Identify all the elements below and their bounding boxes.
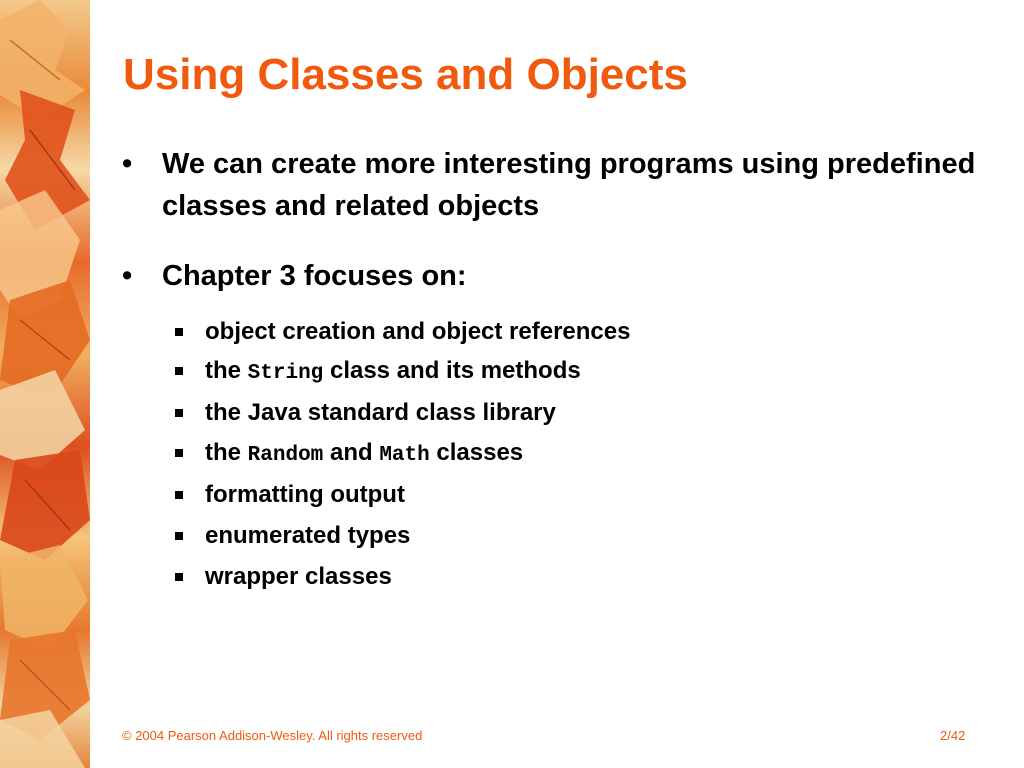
square-bullet-icon <box>175 532 183 540</box>
subbullet-text <box>205 357 581 384</box>
subbullet-item <box>175 356 975 389</box>
subbullet-text: formatting output <box>205 481 405 508</box>
subbullet-text-prefix: the <box>205 439 248 466</box>
slide-title: Using Classes and Objects <box>123 50 688 99</box>
code-random: Random <box>247 444 324 467</box>
bullet-text: Chapter 3 focuses on: <box>162 260 467 292</box>
subbullet-text: wrapper classes <box>205 563 392 590</box>
subbullet-text-suffix: classes <box>429 439 524 466</box>
subbullet-item <box>175 317 975 347</box>
square-bullet-icon <box>175 367 183 375</box>
subbullet-item <box>175 480 975 510</box>
subbullet-text-suffix: class and its methods <box>323 357 581 384</box>
subbullet-text: the Java standard class library <box>205 399 556 426</box>
subbullet-text-prefix: the <box>205 357 248 384</box>
subbullet-item <box>175 398 975 428</box>
footer-copyright: © 2004 Pearson Addison-Wesley. All rights reserved <box>122 728 423 743</box>
square-bullet-icon <box>175 328 183 336</box>
square-bullet-icon <box>175 491 183 499</box>
bullet-item <box>122 255 982 297</box>
bullet-dot-icon: • <box>122 260 133 292</box>
square-bullet-icon <box>175 409 183 417</box>
subbullet-text-middle: and <box>323 439 380 466</box>
subbullet-text: enumerated types <box>205 522 411 549</box>
square-bullet-icon <box>175 573 183 581</box>
subbullet-item <box>175 438 975 471</box>
subbullet-text: object creation and object references <box>205 318 631 345</box>
code-math: Math <box>379 444 430 467</box>
subbullet-item <box>175 521 975 551</box>
bullet-text: We can create more interesting programs using predefined classes and related objects <box>162 148 976 222</box>
code-string: String <box>247 362 324 385</box>
square-bullet-icon <box>175 449 183 457</box>
subbullet-item <box>175 562 975 592</box>
footer-page-number: 2/42 <box>940 728 966 743</box>
bullet-dot-icon: • <box>122 148 133 180</box>
subbullet-text <box>205 439 523 466</box>
bullet-item <box>122 143 982 227</box>
